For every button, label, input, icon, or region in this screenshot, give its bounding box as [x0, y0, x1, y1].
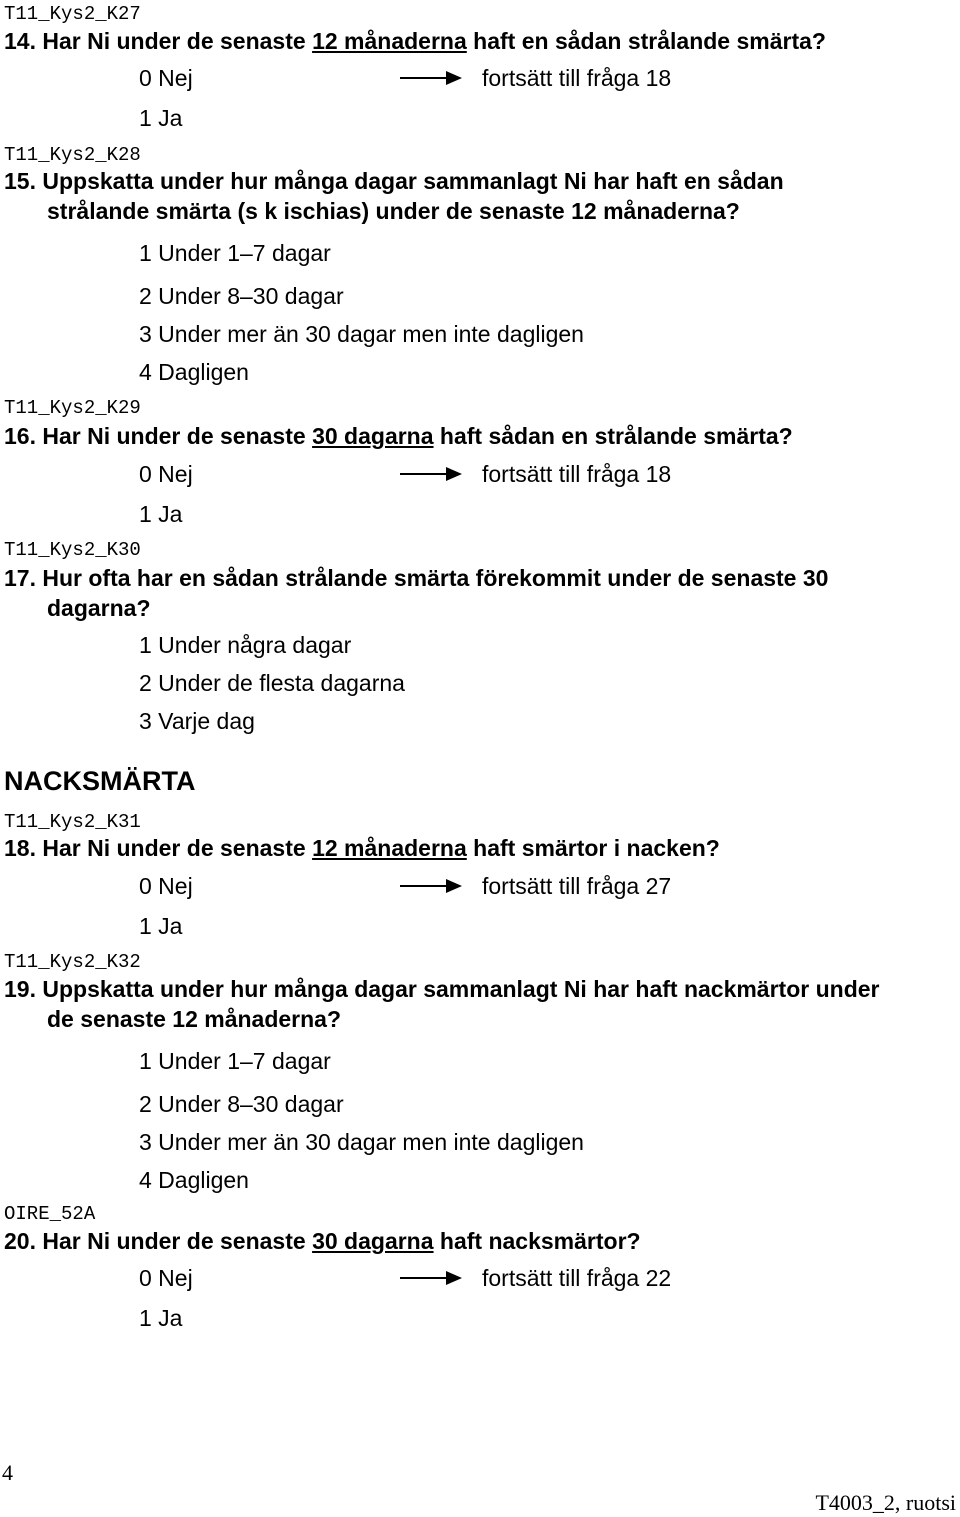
option: 3 Varje dag [139, 708, 255, 734]
skip-instruction: fortsätt till fråga 18 [482, 65, 672, 91]
question-code: T11_Kys2_K28 [4, 144, 141, 166]
skip-instruction: fortsätt till fråga 27 [482, 873, 672, 899]
option: 2 Under 8–30 dagar [139, 283, 344, 309]
option-yes: 1 Ja [139, 105, 183, 131]
option: 1 Under 1–7 dagar [139, 1048, 331, 1074]
question-20: 20. Har Ni under de senaste 30 dagarna haft nacksmärtor? [4, 1228, 641, 1254]
question-19-line1: 19. Uppskatta under hur många dagar sammanlagt Ni har haft nackmärtor under [4, 976, 880, 1002]
page-number: 4 [2, 1460, 13, 1485]
skip-instruction: fortsätt till fråga 22 [482, 1265, 672, 1291]
document-id: T4003_2, ruotsi [815, 1490, 956, 1515]
question-code: T11_Kys2_K31 [4, 811, 141, 833]
question-16: 16. Har Ni under de senaste 30 dagarna haft sådan en strålande smärta? [4, 423, 793, 449]
option: 3 Under mer än 30 dagar men inte dagligen [139, 321, 584, 347]
option-no: 0 Nej [139, 461, 193, 487]
question-code: T11_Kys2_K29 [4, 397, 141, 419]
option-yes: 1 Ja [139, 1305, 183, 1331]
question-15-line1: 15. Uppskatta under hur många dagar sammanlagt Ni har haft en sådan [4, 168, 784, 194]
option: 1 Under 1–7 dagar [139, 240, 331, 266]
arrow-icon [400, 1271, 462, 1285]
option-yes: 1 Ja [139, 913, 183, 939]
option-no: 0 Nej [139, 65, 193, 91]
option: 1 Under några dagar [139, 632, 352, 658]
option-no: 0 Nej [139, 873, 193, 899]
option: 2 Under 8–30 dagar [139, 1091, 344, 1117]
option-yes: 1 Ja [139, 501, 183, 527]
option: 3 Under mer än 30 dagar men inte dagligen [139, 1129, 584, 1155]
question-code: OIRE_52A [4, 1203, 96, 1225]
option-no: 0 Nej [139, 1265, 193, 1291]
arrow-icon [400, 879, 462, 893]
option: 2 Under de flesta dagarna [139, 670, 405, 696]
question-code: T11_Kys2_K32 [4, 951, 141, 973]
option: 4 Dagligen [139, 359, 249, 385]
question-17-line2: dagarna? [47, 595, 151, 621]
skip-instruction: fortsätt till fråga 18 [482, 461, 672, 487]
question-code: T11_Kys2_K30 [4, 539, 141, 561]
question-18: 18. Har Ni under de senaste 12 månaderna haft smärtor i nacken? [4, 835, 720, 861]
option: 4 Dagligen [139, 1167, 249, 1193]
question-19-line2: de senaste 12 månaderna? [47, 1006, 342, 1032]
question-14: 14. Har Ni under de senaste 12 månaderna haft en sådan strålande smärta? [4, 28, 826, 54]
question-17-line1: 17. Hur ofta har en sådan strålande smärta förekommit under de senaste 30 [4, 565, 829, 591]
arrow-icon [400, 71, 462, 85]
question-15-line2: strålande smärta (s k ischias) under de senaste 12 månaderna? [47, 198, 740, 224]
arrow-icon [400, 467, 462, 481]
question-code: T11_Kys2_K27 [4, 3, 141, 25]
section-title: NACKSMÄRTA [4, 766, 196, 796]
